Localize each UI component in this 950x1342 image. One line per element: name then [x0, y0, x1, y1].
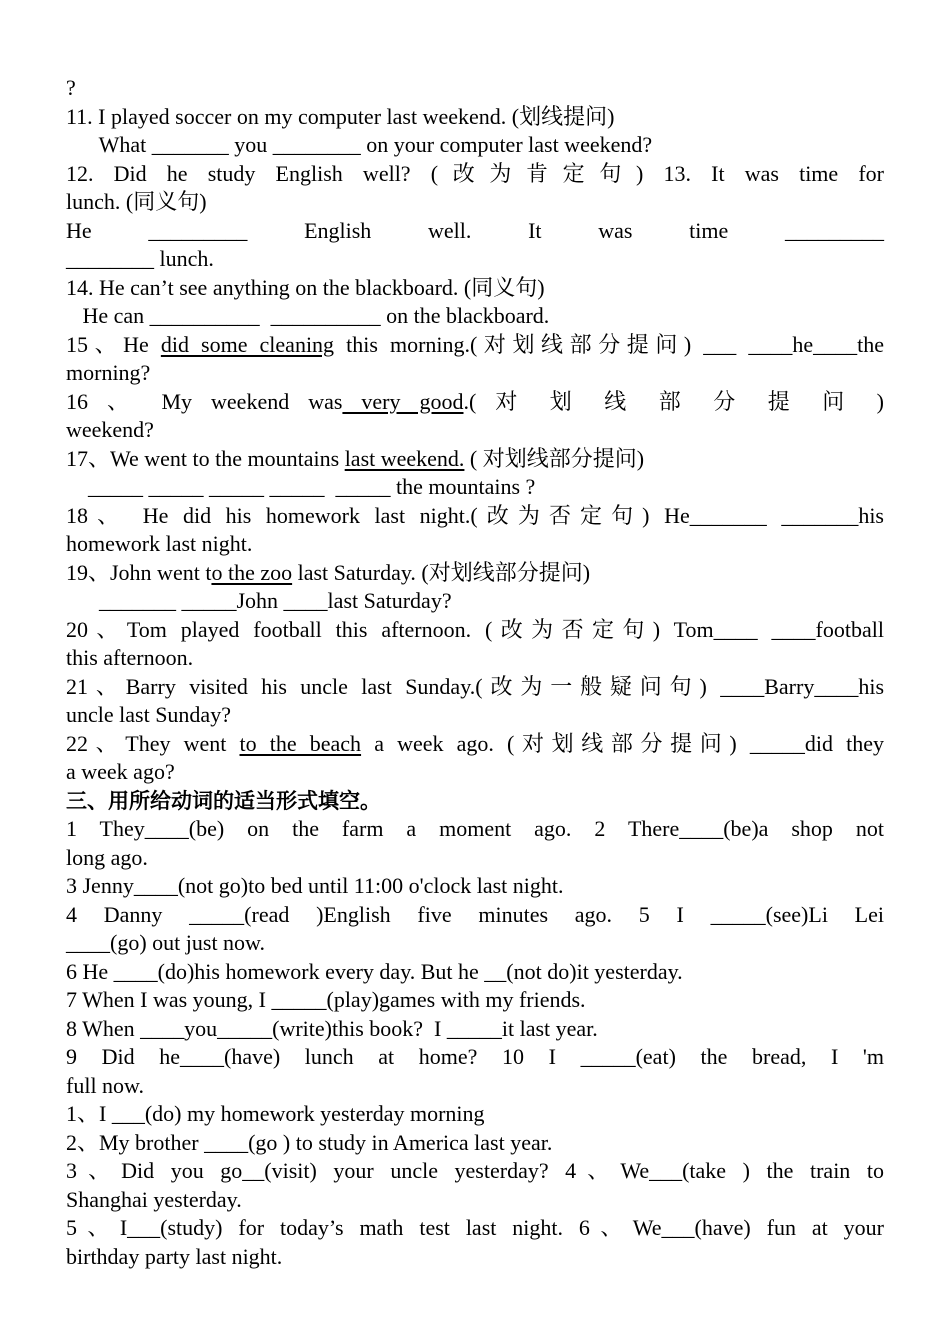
worksheet-line: [66, 217, 884, 246]
worksheet-line: [66, 502, 884, 531]
worksheet-line: [66, 1243, 884, 1272]
worksheet-line: [66, 1043, 884, 1072]
worksheet-line: [66, 1015, 884, 1044]
worksheet-page: [66, 74, 884, 1271]
worksheet-line: [66, 644, 884, 673]
worksheet-line: [66, 131, 884, 160]
worksheet-line: [66, 302, 884, 331]
worksheet-line: [66, 701, 884, 730]
line-text: ________ lunch.: [66, 246, 214, 271]
line-text: He _________ English well. It was time _________: [66, 217, 884, 243]
worksheet-line: [66, 74, 884, 103]
line-text: 1 They____(be) on the farm a moment ago. 2 There____(be)a shop not: [66, 816, 884, 841]
line-text: homework last night.: [66, 531, 253, 556]
worksheet-line: [66, 844, 884, 873]
line-text: a week ago?: [66, 759, 175, 784]
worksheet-line: [66, 1214, 884, 1243]
line-text: 16 、 My weekend was: [66, 388, 343, 414]
line-text: weekend?: [66, 417, 154, 442]
line-text: ____(go) out just now.: [66, 930, 266, 955]
line-text: .( 对 划 线 部 分 提 问 ): [463, 388, 885, 414]
line-text: 7 When I was young, I _____(play)games with my friends.: [66, 987, 586, 1012]
line-text: this morning.(对划线部分提问) ___ ____he____the: [334, 331, 884, 357]
line-text: 18、 He did his homework last night.(改为否定句) He_______ _______his: [66, 502, 884, 528]
worksheet-line: [66, 587, 884, 616]
line-text: 22、They went: [66, 730, 240, 756]
line-text: _______ _____John ____last Saturday?: [66, 588, 452, 613]
line-text: lunch. (同义句): [66, 189, 207, 214]
underlined-phrase: very good: [342, 388, 464, 414]
worksheet-line: [66, 730, 884, 759]
worksheet-line: [66, 616, 884, 645]
line-text: 6 He ____(do)his homework every day. But he __(not do)it yesterday.: [66, 958, 683, 984]
line-text: He can __________ __________ on the blackboard.: [66, 303, 550, 328]
line-text: Shanghai yesterday.: [66, 1186, 242, 1212]
line-text: 19、John went t: [66, 559, 212, 585]
line-text: 15、He: [66, 331, 161, 357]
section-heading: [66, 787, 884, 816]
line-text: 12. Did he study English well? (改为肯定句) 13. It was time for: [66, 160, 884, 186]
line-text: 17、We went to the mountains: [66, 445, 345, 471]
worksheet-line: [66, 986, 884, 1015]
worksheet-line: [66, 473, 884, 502]
line-text: 5、I___(study) for today’s math test last night. 6、We___(have) fun at your: [66, 1215, 884, 1240]
worksheet-line: [66, 758, 884, 787]
line-text: uncle last Sunday?: [66, 702, 231, 727]
worksheet-line: [66, 1157, 884, 1186]
line-text: 2、My brother ____(go ) to study in America last year.: [66, 1129, 553, 1155]
underlined-phrase: o the zoo: [211, 559, 293, 585]
line-text: 三、用所给动词的适当形式填空。: [66, 788, 381, 813]
worksheet-line: [66, 530, 884, 559]
line-text: 20、Tom played football this afternoon. (改为否定句) Tom____ ____football: [66, 616, 884, 642]
worksheet-line: [66, 929, 884, 958]
worksheet-line: [66, 388, 884, 417]
underlined-phrase: to the beach: [239, 730, 362, 756]
worksheet-line: [66, 416, 884, 445]
worksheet-line: [66, 188, 884, 217]
worksheet-line: [66, 1072, 884, 1101]
line-text: morning?: [66, 360, 151, 385]
line-text: 4 Danny _____(read )English five minutes ago. 5 I _____(see)Li Lei: [66, 901, 884, 927]
worksheet-line: [66, 1100, 884, 1129]
line-text: What _______ you ________ on your computer last weekend?: [66, 132, 653, 157]
worksheet-line: [66, 815, 884, 844]
line-text: long ago.: [66, 844, 148, 870]
line-text: _____ _____ _____ _____ _____ the mountains ?: [66, 474, 536, 499]
worksheet-line: [66, 901, 884, 930]
underlined-phrase: did some cleaning: [160, 331, 335, 357]
line-text: 3 Jenny____(not go)to bed until 11:00 o'clock last night.: [66, 873, 564, 898]
line-text: birthday party last night.: [66, 1243, 283, 1269]
line-text: ( 对划线部分提问): [464, 445, 645, 471]
worksheet-line: [66, 445, 884, 474]
worksheet-line: [66, 245, 884, 274]
line-text: 14. He can’t see anything on the blackboard. (同义句): [66, 274, 545, 300]
line-text: 8 When ____you_____(write)this book? I _____it last year.: [66, 1015, 598, 1041]
worksheet-line: [66, 103, 884, 132]
line-text: 21、Barry visited his uncle last Sunday.(改为一般疑问句) ____Barry____his: [66, 673, 884, 699]
line-text: a week ago. (对划线部分提问) _____did they: [361, 730, 884, 756]
line-text: 11. I played soccer on my computer last weekend. (划线提问): [66, 103, 615, 129]
worksheet-line: [66, 673, 884, 702]
worksheet-line: [66, 160, 884, 189]
line-text: 3、Did you go__(visit) your uncle yesterday? 4、We___(take ) the train to: [66, 1158, 884, 1183]
worksheet-line: [66, 1129, 884, 1158]
line-text: ?: [66, 75, 76, 100]
worksheet-line: [66, 872, 884, 901]
line-text: 1、I ___(do) my homework yesterday morning: [66, 1101, 485, 1126]
worksheet-line: [66, 559, 884, 588]
line-text: 9 Did he____(have) lunch at home? 10 I _____(eat) the bread, I 'm: [66, 1044, 884, 1069]
line-text: last Saturday. (对划线部分提问): [292, 559, 591, 585]
worksheet-line: [66, 1186, 884, 1215]
worksheet-line: [66, 331, 884, 360]
underlined-phrase: last weekend.: [344, 445, 465, 471]
line-text: this afternoon.: [66, 645, 194, 670]
worksheet-line: [66, 359, 884, 388]
line-text: full now.: [66, 1072, 145, 1098]
worksheet-line: [66, 274, 884, 303]
worksheet-line: [66, 958, 884, 987]
